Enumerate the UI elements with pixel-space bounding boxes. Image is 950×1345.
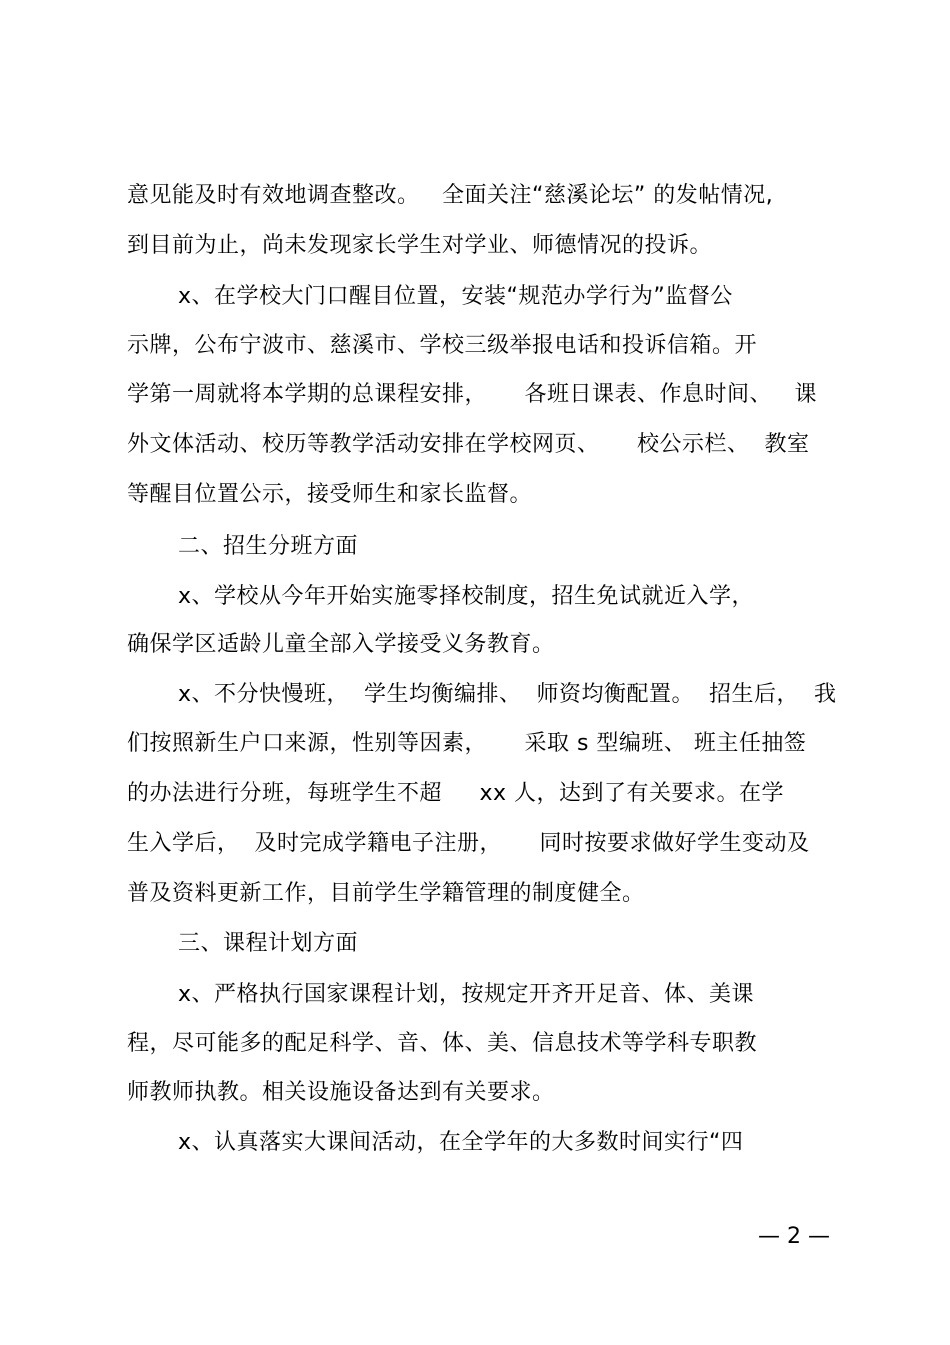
page-number: — 2 — xyxy=(758,1224,830,1249)
text-line: 程，尽可能多的配足科学、音、体、美、信息技术等学科专职教 xyxy=(127,1031,758,1056)
text-line: 的办法进行分班，每班学生不超 xx 人，达到了有关要求。在学 xyxy=(127,781,784,806)
text-line: 示牌，公布宁波市、慈溪市、学校三级举报电话和投诉信箱。开 xyxy=(127,333,758,358)
text-line: 确保学区适龄儿童全部入学接受义务教育。 xyxy=(127,632,555,657)
text-line: x、在学校大门口醒目位置，安装“规范办学行为”监督公 xyxy=(178,284,733,309)
text-line: 外文体活动、校历等教学活动安排在学校网页、 校公示栏、 教室 xyxy=(127,432,810,457)
text-line: 到目前为止，尚未发现家长学生对学业、师德情况的投诉。 xyxy=(127,233,713,258)
section-heading: 二、招生分班方面 xyxy=(178,534,359,559)
text-line: 等醒目位置公示，接受师生和家长监督。 xyxy=(127,482,533,507)
text-line: 意见能及时有效地调查整改。 全面关注“慈溪论坛” 的发帖情况, xyxy=(127,183,774,208)
section-heading: 三、课程计划方面 xyxy=(178,931,359,956)
text-line: 们按照新生户口来源，性别等因素， 采取 s 型编班、 班主任抽签 xyxy=(127,731,807,756)
text-line: 学第一周就将本学期的总课程安排， 各班日课表、作息时间、 课 xyxy=(127,382,817,407)
text-line: 生入学后， 及时完成学籍电子注册， 同时按要求做好学生变动及 xyxy=(127,831,810,856)
text-line: x、认真落实大课间活动，在全学年的大多数时间实行“四 xyxy=(178,1130,744,1155)
text-line: 师教师执教。相关设施设备达到有关要求。 xyxy=(127,1080,555,1105)
text-line: x、严格执行国家课程计划，按规定开齐开足音、体、美课 xyxy=(178,982,755,1007)
text-line: x、学校从今年开始实施零择校制度，招生免试就近入学， xyxy=(178,584,755,609)
text-line: 普及资料更新工作，目前学生学籍管理的制度健全。 xyxy=(127,881,645,906)
text-line: x、不分快慢班， 学生均衡编排、 师资均衡配置。 招生后， 我 xyxy=(178,682,837,707)
